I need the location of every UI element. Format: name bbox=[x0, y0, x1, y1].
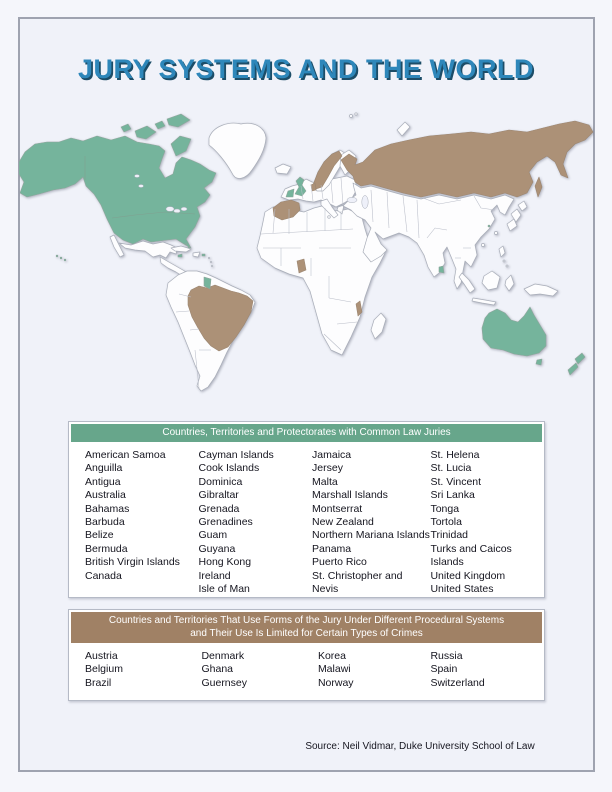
country-item: Ireland bbox=[198, 569, 231, 582]
country-item: Marshall Islands bbox=[312, 489, 388, 502]
country-item: Belgium bbox=[85, 663, 123, 676]
country-item: Ghana bbox=[201, 663, 233, 676]
country-item: Anguilla bbox=[85, 462, 123, 475]
mixed-systems-table bbox=[68, 609, 545, 701]
country-item: St. Vincent bbox=[430, 475, 482, 488]
country-item: United States bbox=[430, 583, 494, 596]
country-item: St. Christopher and Nevis bbox=[312, 569, 403, 596]
map-region-madagascar bbox=[371, 313, 386, 339]
country-item: British Virgin Islands bbox=[85, 556, 180, 569]
country-item: Dominica bbox=[198, 475, 243, 488]
mixed-systems-column-2 bbox=[201, 650, 317, 690]
mixed-systems-header-line2: and Their Use Is Limited for Certain Types of Crimes bbox=[190, 628, 423, 639]
mixed-systems-header-line1: Countries and Territories That Use Forms of the Jury Under Different Procedural Systems bbox=[108, 615, 505, 626]
country-item: Puerto Rico bbox=[312, 556, 367, 569]
common-law-column-4 bbox=[430, 449, 542, 596]
map-region-tasmania bbox=[536, 359, 542, 365]
country-item: Hong Kong bbox=[198, 556, 252, 569]
mixed-systems-column-3 bbox=[318, 650, 431, 690]
country-item: Denmark bbox=[201, 650, 245, 662]
country-item: Australia bbox=[85, 489, 126, 502]
page-title: JURY SYSTEMS AND THE WORLD bbox=[77, 54, 535, 84]
country-item: Montserrat bbox=[312, 502, 363, 515]
common-law-column-1 bbox=[85, 449, 199, 596]
country-item: Belize bbox=[85, 529, 114, 542]
map-region-philippines bbox=[499, 246, 505, 257]
country-item: Northern Mariana Islands bbox=[312, 529, 430, 542]
mixed-systems-table-body bbox=[71, 643, 542, 690]
map-region-mexico bbox=[119, 241, 177, 258]
common-law-table-header: Countries, Territories and Protectorates with Common Law Juries bbox=[71, 424, 542, 442]
map-region-bahamas bbox=[185, 243, 187, 245]
map-region-novaya-zemlya bbox=[397, 122, 410, 136]
country-item: Russia bbox=[430, 650, 463, 662]
map-region-iceland bbox=[275, 164, 291, 174]
country-item: Guam bbox=[198, 529, 228, 542]
mixed-systems-table-header bbox=[71, 612, 542, 643]
map-region-sumatra bbox=[459, 273, 475, 293]
country-item: Gibraltar bbox=[198, 489, 239, 502]
country-item: United Kingdom bbox=[430, 569, 506, 582]
map-region-africa bbox=[257, 206, 385, 355]
map-region-hong-kong bbox=[488, 225, 490, 227]
map-region-russia bbox=[341, 121, 593, 197]
country-item: Cayman Islands bbox=[198, 449, 274, 461]
country-item: Austria bbox=[85, 650, 118, 662]
country-item: Isle of Man bbox=[198, 583, 250, 596]
source-attribution: Source: Neil Vidmar, Duke University School of Law bbox=[305, 741, 535, 752]
common-law-table bbox=[68, 421, 545, 598]
map-region-japan bbox=[518, 201, 527, 211]
map-region-jamaica bbox=[178, 254, 182, 257]
country-item: Guyana bbox=[198, 542, 236, 555]
map-region-java bbox=[472, 298, 496, 305]
country-item: Korea bbox=[317, 650, 346, 662]
map-region-taiwan bbox=[494, 231, 497, 234]
map-region-new-zealand bbox=[575, 353, 585, 364]
country-item: Grenada bbox=[198, 502, 240, 515]
country-item: Jamaica bbox=[312, 449, 352, 461]
country-item: New Zealand bbox=[312, 516, 374, 529]
map-region-new-guinea bbox=[524, 284, 558, 296]
country-item: Trinidad bbox=[430, 529, 469, 542]
map-region-borneo bbox=[482, 271, 500, 290]
country-item: Barbuda bbox=[85, 516, 125, 529]
map-region-greenland bbox=[209, 123, 266, 178]
map-region-australia bbox=[482, 307, 546, 356]
map-region-hispaniola bbox=[193, 252, 200, 257]
country-item: Spain bbox=[430, 663, 458, 676]
mixed-systems-column-4 bbox=[430, 650, 542, 690]
common-law-table-body bbox=[71, 442, 542, 596]
mixed-systems-column-1 bbox=[85, 650, 201, 690]
world-map-svg bbox=[19, 98, 594, 420]
country-item: Canada bbox=[85, 569, 122, 582]
country-item: Grenadines bbox=[198, 516, 253, 529]
world-map bbox=[19, 98, 594, 420]
country-item: Tonga bbox=[430, 502, 460, 515]
country-item: Panama bbox=[312, 542, 352, 555]
map-region-sulawesi bbox=[505, 275, 514, 291]
map-region-baffin-island bbox=[171, 136, 191, 156]
country-item: Malta bbox=[312, 475, 338, 488]
map-region-north-america bbox=[19, 136, 216, 248]
map-region-sakhalin bbox=[535, 177, 542, 197]
map-region-sri-lanka bbox=[439, 266, 444, 273]
country-item: Jersey bbox=[312, 462, 343, 475]
country-item: St. Helena bbox=[430, 449, 480, 461]
country-item: Tortola bbox=[430, 516, 462, 529]
country-item: Norway bbox=[317, 676, 354, 689]
common-law-column-3 bbox=[312, 449, 430, 596]
map-region-puerto-rico bbox=[202, 254, 205, 256]
country-item: St. Lucia bbox=[430, 462, 472, 475]
map-region-hawaii bbox=[56, 255, 58, 257]
country-item: Malawi bbox=[317, 663, 351, 676]
country-item: Turks and Caicos Islands bbox=[430, 542, 512, 569]
country-item: Brazil bbox=[85, 676, 112, 689]
country-item: Switzerland bbox=[430, 676, 485, 689]
country-item: Antigua bbox=[85, 475, 121, 488]
country-item: Bahamas bbox=[85, 502, 130, 515]
country-item: American Samoa bbox=[85, 449, 166, 461]
country-item: Cook Islands bbox=[198, 462, 260, 475]
map-region-ghana bbox=[297, 259, 306, 273]
common-law-column-2 bbox=[199, 449, 313, 596]
country-item: Sri Lanka bbox=[430, 489, 475, 502]
country-item: Bermuda bbox=[85, 542, 128, 555]
country-item: Guernsey bbox=[201, 676, 247, 689]
